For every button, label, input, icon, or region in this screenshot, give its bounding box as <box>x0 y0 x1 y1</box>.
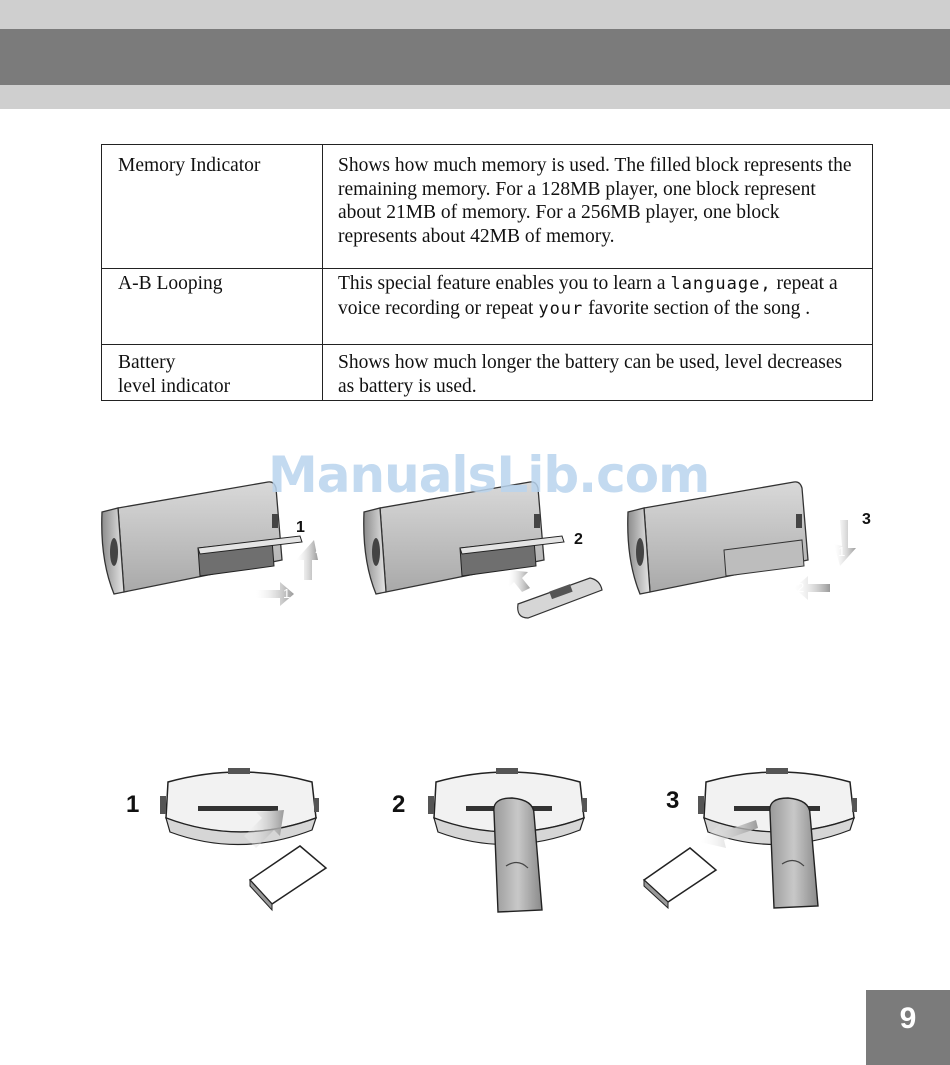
card-step-3-illustration <box>644 768 857 908</box>
battery-step-label: 2 <box>574 531 583 548</box>
battery-step-label: 1 <box>296 519 305 536</box>
card-step-1-illustration <box>126 768 326 910</box>
term-memory-indicator: Memory Indicator <box>102 145 323 269</box>
arrow-label: 2 <box>315 541 323 556</box>
desc-memory-indicator: Shows how much memory is used. The filled block represents the remaining memory. For a 128MB player, one block represent about 21MB of memory. For a 256MB player, one block represents about 42MB of memory. <box>323 145 873 269</box>
card-step-label: 1 <box>126 791 140 818</box>
battery-step-label: 3 <box>862 511 871 528</box>
desc-ab-looping: This special feature enables you to learn a language, repeat a voice recording or repeat your favorite section of the song . <box>323 269 873 345</box>
arrow-label: 2 <box>797 580 805 595</box>
term-battery-level: Battery level indicator <box>102 345 323 401</box>
page-number: 9 <box>866 990 950 1065</box>
arrow-label: 1 <box>283 586 291 601</box>
arrow-label: 1 <box>838 544 846 559</box>
desc-battery-level: Shows how much longer the battery can be used, level decreases as battery is used. <box>323 345 873 401</box>
card-step-label: 2 <box>392 791 406 818</box>
card-step-2-illustration <box>392 768 587 912</box>
card-step-label: 3 <box>666 787 680 814</box>
term-ab-looping: A-B Looping <box>102 269 323 345</box>
watermark: ManualsLib.com <box>268 446 710 504</box>
